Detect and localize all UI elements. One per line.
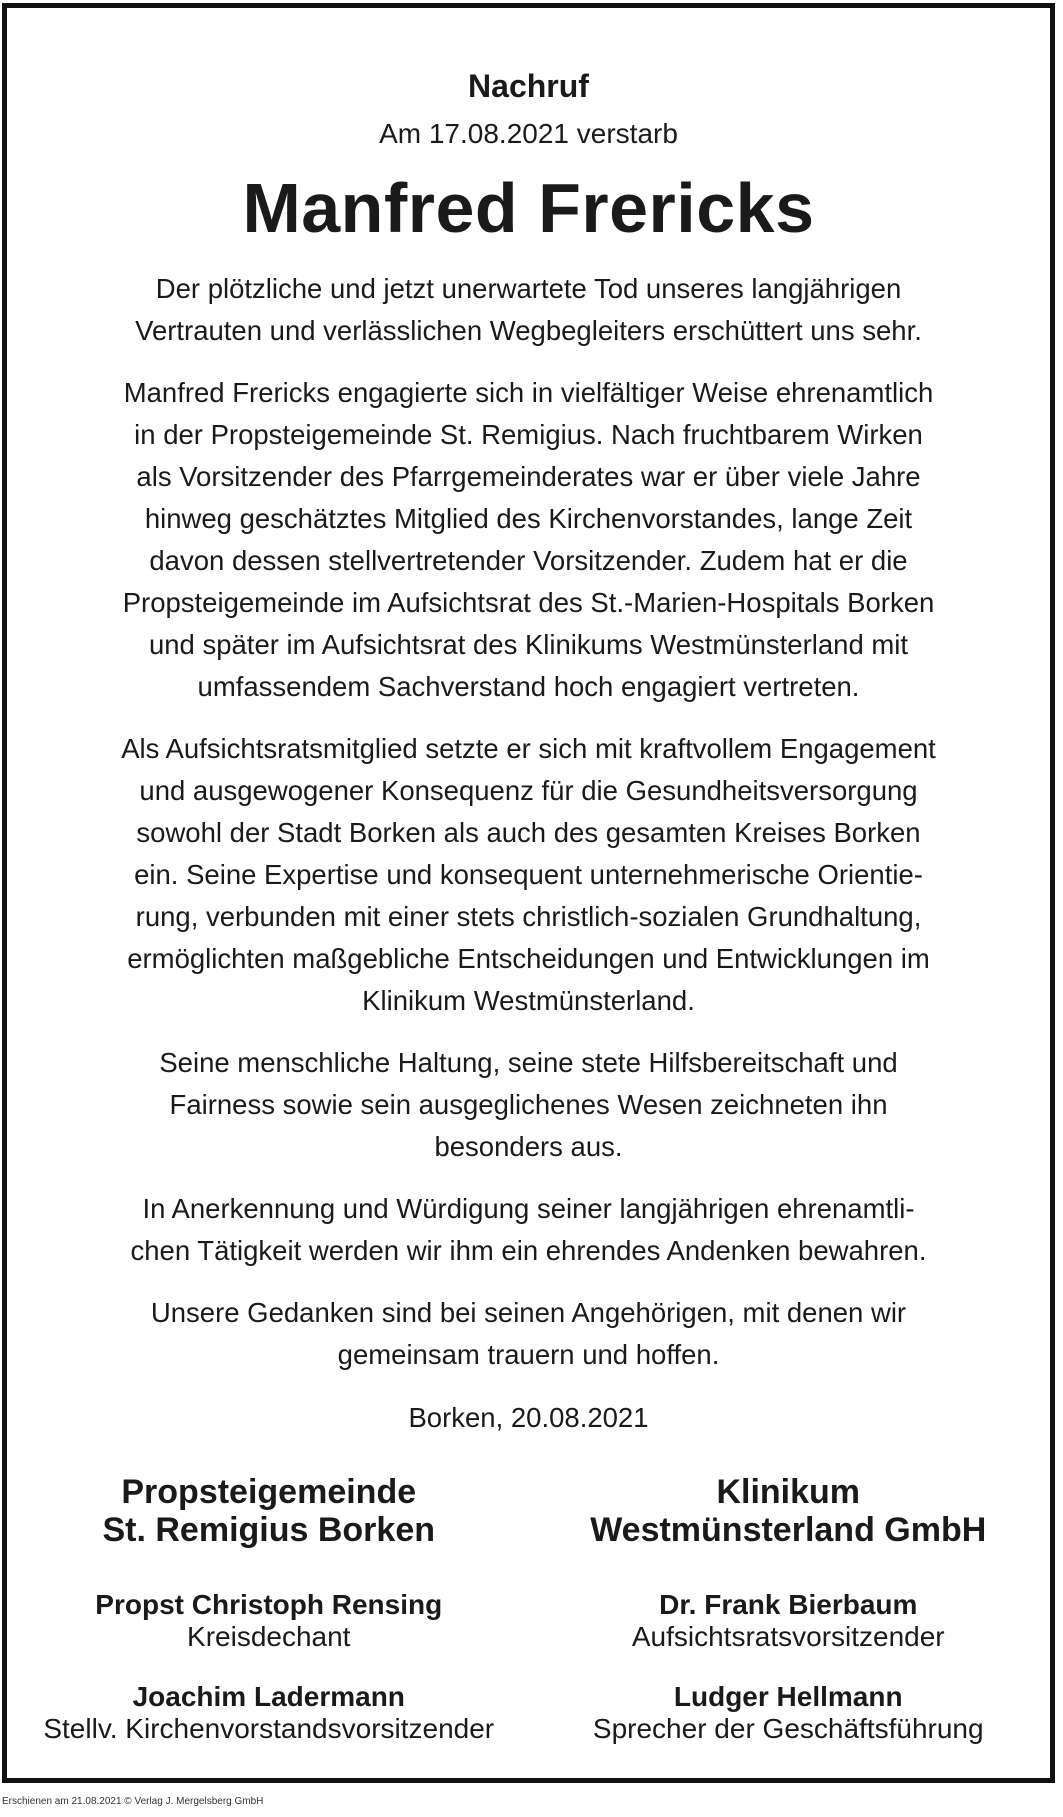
signatory-name: Dr. Frank Bierbaum <box>659 1589 918 1620</box>
organization-name: Propsteigemeinde <box>121 1473 417 1511</box>
signatory-role: Sprecher der Geschäftsführung <box>592 1713 984 1744</box>
text-line: Propsteigemeinde im Aufsichtsrat des St.-Marien-Hospitals Borken <box>122 587 935 618</box>
signatory-column-left <box>9 1473 529 1745</box>
signatory-role: Kreisdechant <box>187 1621 351 1652</box>
publication-footer: Erschienen am 21.08.2021 © Verlag J. Mergelsberg GmbH <box>2 1796 264 1807</box>
organization-name: St. Remigius Borken <box>102 1511 435 1549</box>
text-line: und später im Aufsichtsrat des Klinikums Westmünsterland mit <box>148 629 909 660</box>
signatory-role: Aufsichtsratsvorsitzender <box>631 1621 945 1652</box>
text-line: Seine menschliche Haltung, seine stete Hilfsbereitschaft und <box>159 1047 898 1078</box>
notice-heading: Nachruf <box>468 68 589 104</box>
paragraph-6 <box>47 1292 1010 1376</box>
text-line: ein. Seine Expertise und konsequent unternehmerische Orientie- <box>134 859 923 890</box>
text-line: In Anerkennung und Würdigung seiner langjährigen ehrenamtli- <box>142 1193 915 1224</box>
organization-name: Klinikum <box>716 1473 861 1511</box>
text-line: rung, verbunden mit einer stets christlich-sozialen Grundhaltung, <box>135 901 922 932</box>
text-line: chen Tätigkeit werden wir ihm ein ehrendes Andenken bewahren. <box>130 1235 927 1266</box>
paragraph-3 <box>47 728 1010 1022</box>
text-line: Der plötzliche und jetzt unerwartete Tod unseres langjährigen <box>155 273 902 304</box>
text-line: ermöglichten maßgebliche Entscheidungen und Entwicklungen im <box>127 943 930 974</box>
text-line: umfassendem Sachverstand hoch engagiert vertreten. <box>197 671 860 702</box>
text-line: als Vorsitzender des Pfarrgemeinderates war er über viele Jahre <box>136 461 921 492</box>
deceased-name: Manfred Frericks <box>242 169 815 247</box>
signatory-name: Joachim Ladermann <box>132 1681 405 1712</box>
notice-body <box>47 66 1010 1438</box>
signatories <box>9 1473 1048 1745</box>
place-date: Borken, 20.08.2021 <box>408 1402 649 1433</box>
text-line: Als Aufsichtsratsmitglied setzte er sich mit kraftvollem Engagement <box>121 733 936 764</box>
text-line: besonders aus. <box>434 1131 623 1162</box>
signatory-name: Propst Christoph Rensing <box>95 1589 443 1620</box>
signatory-role: Stellv. Kirchenvorstandsvorsitzender <box>43 1713 495 1744</box>
death-date-line: Am 17.08.2021 verstarb <box>379 118 678 149</box>
text-line: und ausgewogener Konsequenz für die Gesundheitsversorgung <box>139 775 918 806</box>
paragraph-5 <box>47 1188 1010 1272</box>
notice-frame <box>2 3 1055 1783</box>
text-line: Vertrauten und verlässlichen Wegbegleiters erschüttert uns sehr. <box>135 315 922 346</box>
text-line: hinweg geschätztes Mitglied des Kirchenvorstandes, lange Zeit <box>144 503 913 534</box>
signatory-column-right <box>529 1473 1049 1745</box>
organization-name: Westmünsterland GmbH <box>590 1511 987 1549</box>
text-line: Fairness sowie sein ausgeglichenes Wesen zeichneten ihn <box>169 1089 888 1120</box>
text-line: gemeinsam trauern und hoffen. <box>337 1339 720 1370</box>
paragraph-2 <box>47 372 1010 708</box>
text-line: Unsere Gedanken sind bei seinen Angehörigen, mit denen wir <box>150 1297 907 1328</box>
signatory-name: Ludger Hellmann <box>673 1681 903 1712</box>
text-line: sowohl der Stadt Borken als auch des gesamten Kreises Borken <box>136 817 921 848</box>
text-line: davon dessen stellvertretender Vorsitzender. Zudem hat er die <box>149 545 908 576</box>
paragraph-1 <box>47 268 1010 352</box>
paragraph-4 <box>47 1042 1010 1168</box>
text-line: in der Propsteigemeinde St. Remigius. Nach fruchtbarem Wirken <box>134 419 923 450</box>
text-line: Klinikum Westmünsterland. <box>362 985 695 1016</box>
text-line: Manfred Frericks engagierte sich in vielfältiger Weise ehrenamtlich <box>123 377 934 408</box>
